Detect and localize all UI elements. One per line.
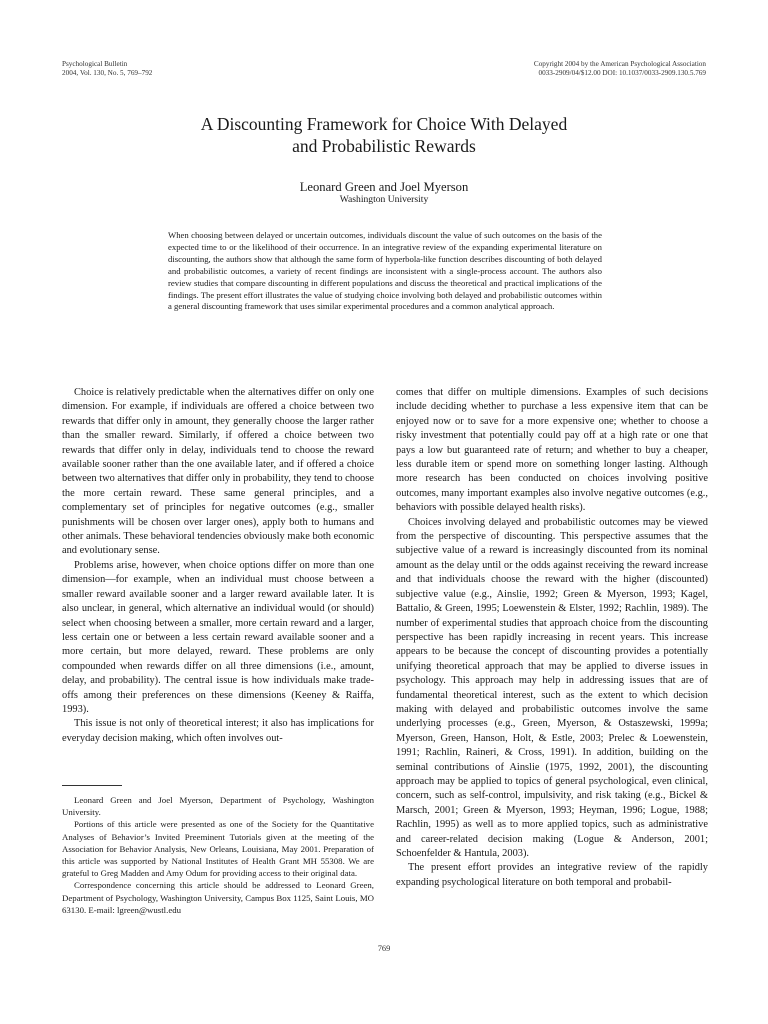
doi-line: 0033-2909/04/$12.00 DOI: 10.1037/0033-2909.130.5.769 [538,68,706,77]
article-title-line-1: A Discounting Framework for Choice With Delayed [200,114,568,134]
author-note: Leonard Green and Joel Myerson, Department of Psychology, Washington University. [62,795,374,818]
running-header-right [534,60,706,77]
author-notes [62,794,374,916]
footnote-rule [62,785,122,786]
journal-name: Psychological Bulletin [62,60,128,68]
copyright-line: Copyright 2004 by the American Psychological Association [533,60,706,68]
body-paragraph: Choices involving delayed and probabilistic outcomes may be viewed from the perspective of discounting. This perspective assumes that the subjective value of a reward is increasingly discounted from its nominal amount as the delay until or the odds against receiving the reward increase and that individuals choose the reward with the higher (discounted) subjective value (e.g., Ainslie, 1992; Green & Myerson, 1993; Kagel, Battalio, & Green, 1995; Loewenstein & Elster, 1992; Rachlin, 1989). The number of experimental studies that approach choice from the discounting perspective has been rapidly increasing in recent years. This increase appears to be because the concept of discounting provides a potentially unifying theoretical approach that may be applied to diverse issues in psychology. This approach may help in addressing issues that are of fundamental theoretical interest, such as the extent to which decision making with delayed and probabilistic outcomes involve the same underlying processes (e.g., Green, Myerson, & Ostaszewski, 1999a; Myerson, Green, Hanson, Holt, & Estle, 2003; Prelec & Loewenstein, 1991; Rachlin, Raineri, & Cross, 1991). In addition, building on the seminal contributions of Ainslie (1975, 1992, 2001), the discounting approach may be applied to topics of general psychological, even clinical, concern, such as self-control, impulsivity, and risk taking (e.g., Bickel & Marsch, 2001; Green & Myerson, 1993; Heyman, 1996; Logue, 1988; Rachlin, 1995) as well as to more applied topics, such as administrative and career-related decision making (Logue & Anderson, 2001; Schoenfelder & Hantula, 2003). [396,516,708,859]
body-column-right [396,386,708,890]
author-note: Portions of this article were presented as one of the Society for the Quantitative Analyses of Behavior’s Invited Preeminent Tutorials given at the meeting of the Association for Behavior Analysis, New Orleans, Louisiana, May 2001. Preparation of this article was supported by National Institutes of Health Grant MH 55308. We are grateful to Greg Madden and Amy Odum for providing access to their original data. [62,819,374,879]
author-affiliation: Washington University [339,194,429,205]
body-paragraph: This issue is not only of theoretical interest; it also has implications for everyday decision making, which often involves out- [62,718,374,744]
article-authors: Leonard Green and Joel Myerson [299,180,469,194]
body-column-left [62,386,374,746]
body-paragraph: The present effort provides an integrative review of the rapidly expanding psychological literature on both temporal and probabil- [396,862,708,888]
author-note-correspondence: Correspondence concerning this article should be addressed to Leonard Green, Department of Psychology, Washington University, Campus Box 1125, Saint Louis, MO 63130. E-mail: lgreen@wustl.edu [62,880,374,915]
page-number: 769 [377,944,391,953]
article-title-line-2: and Probabilistic Rewards [292,136,476,156]
abstract: When choosing between delayed or uncertain outcomes, individuals discount the value of such outcomes on the basis of the expected time to or the likelihood of their occurrence. In an integrative review of the expanding experimental literature on discounting, the authors show that although the same form of hyperbola-like function describes discounting of both delayed and probabilistic outcomes, a variety of recent findings are inconsistent with a single-process account. The authors also review studies that compare discounting in different populations and discuss the theoretical and practical implications of the findings. The present effort illustrates the value of studying choice involving both delayed and probabilistic outcomes within a general discounting framework that uses similar experimental procedures and a common analytical approach. [168,230,602,312]
body-paragraph: Choice is relatively predictable when the alternatives differ on only one dimension. For example, if individuals are offered a choice between two rewards that differ only in amount, they generally choose the larger rather than the smaller reward. Similarly, if offered a choice between two rewards that differ only in delay, individuals tend to choose the reward available sooner rather than the one available later, and if offered a choice between two alternatives that differ only in probability, they tend to choose the more certain reward. These same general principles, and a complementary set of principles for negative outcomes (e.g., smaller punishments will be chosen over larger ones), apply both to humans and other animals. These behavioral tendencies obviously make both economic and evolutionary sense. [62,387,374,557]
body-paragraph-continued: comes that differ on multiple dimensions. Examples of such decisions include deciding whether to purchase a less expensive item that can be enjoyed now or to save for a more expensive one; whether to choose a risky investment that potentially could pay off at a high rate or one that pays a low but guaranteed rate of return; and whether to buy a cheaper, less durable item or spend more on something longer lasting. Although more research has been conducted on choices involving positive outcomes, many important examples also involve negative outcomes (e.g., behaviors with possible delayed health risks). [396,387,708,514]
body-paragraph: Problems arise, however, when choice options differ on more than one dimension—for example, when an individual must choose between a smaller reward available sooner and a larger reward available later. It is also unclear, in general, which alternative an individual would (or should) select when choosing between a smaller, more certain reward and a larger, less certain one or between a less certain reward available sooner and a more certain, but more delayed, reward. These problems are only compounded when rewards differ on all three dimensions (i.e., amount, delay, and probability). The central issue is how individuals make trade-offs among their preferences on these dimensions (Keeney & Raiffa, 1993). [62,559,374,715]
article-title [0,113,768,157]
running-header-left [62,60,152,77]
journal-volume: 2004, Vol. 130, No. 5, 769–792 [62,68,153,77]
